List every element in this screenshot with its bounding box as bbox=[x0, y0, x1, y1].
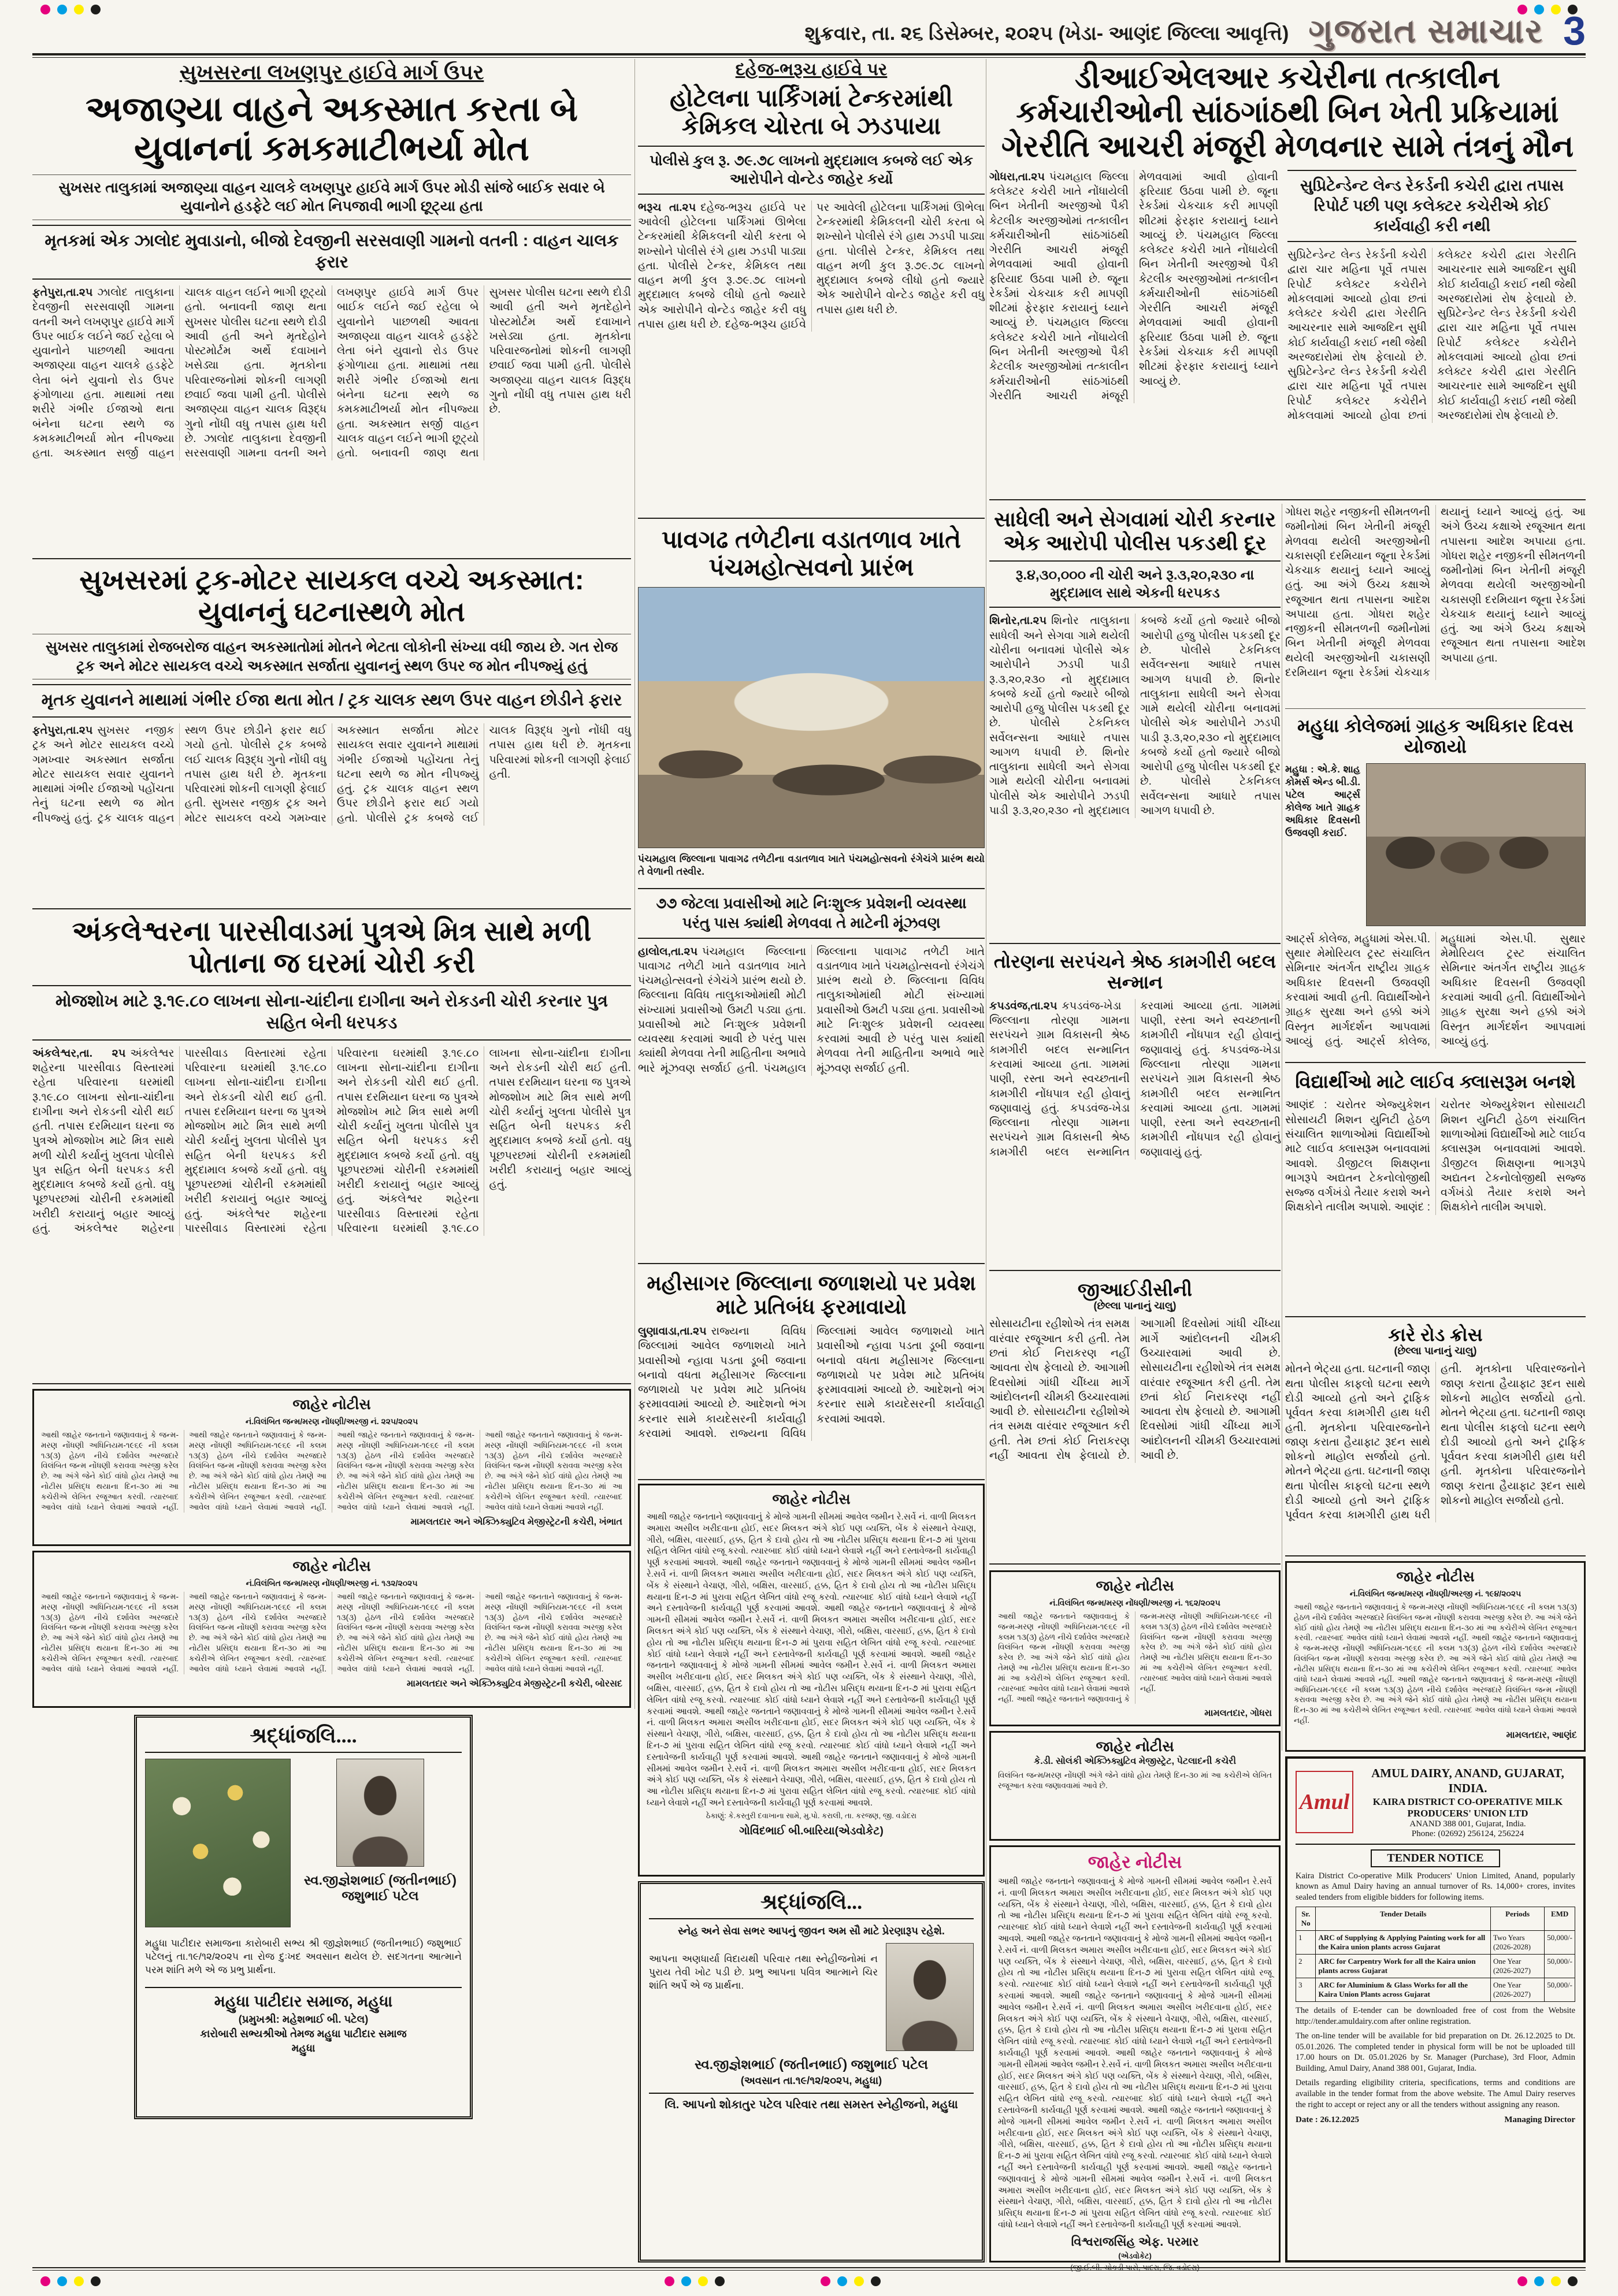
page-number: 3 bbox=[1563, 8, 1586, 53]
article-body bbox=[638, 200, 985, 332]
article-body bbox=[32, 285, 631, 460]
obituary-title: શ્રદ્ધાંજલિ... bbox=[649, 1890, 974, 1919]
notice-body: આથી જાહેર જનતાને જણાવવાનું કે જન્મ-મરણ નોંધણી અધિનિયમ-૧૯૬૯ ની કલમ ૧૩(૩) હેઠળ નીચે દર્શાવેલ અરજદારે વિલંબિત જન્મ નોંધણી કરાવવા અરજી કરેલ છે. આ અંગે જેને કોઈ વાંધો હોય તેમણે આ નોટીસ પ્રસિદ્ધ થયાના દિન-૩૦ માં આ કચેરીએ લેખિત રજૂઆત કરવી. ત્યારબાદ આવેલ વાંધો ધ્યાને લેવામાં આવશે નહીં. આથી જાહેર જનતાને જણાવવાનું કે જન્મ-મરણ નોંધણી અધિનિયમ-૧૯૬૯ ની કલમ ૧૩(૩) હેઠળ નીચે દર્શાવેલ અરજદારે વિલંબિત જન્મ નોંધણી કરાવવા અરજી કરેલ છે. આ અંગે જેને કોઈ વાંધો હોય તેમણે આ નોટીસ પ્રસિદ્ધ થયાના દિન-૩૦ માં આ કચેરીએ લેખિત રજૂઆત કરવી. ત્યારબાદ આવેલ વાંધો ધ્યાને લેવામાં આવશે નહીં. આથી જાહેર જનતાને જણાવવાનું કે જન્મ-મરણ નોંધણી અધિનિયમ-૧૯૬૯ ની કલમ ૧૩(૩) હેઠળ નીચે દર્શાવેલ અરજદારે વિલંબિત જન્મ નોંધણી કરાવવા અરજી કરેલ છે. આ અંગે જેને કોઈ વાંધો હોય તેમણે આ નોટીસ પ્રસિદ્ધ થયાના દિન-૩૦ માં આ કચેરીએ લેખિત રજૂઆત કરવી. ત્યારબાદ આવેલ વાંધો ધ્યાને લેવામાં આવશે નહીં. આથી જાહેર જનતાને જણાવવાનું કે જન્મ-મરણ નોંધણી અધિનિયમ-૧૯૬૯ ની કલમ ૧૩(૩) હેઠળ નીચે દર્શાવેલ અરજદારે વિલંબિત જન્મ નોંધણી કરાવવા અરજી કરેલ છે. આ અંગે જેને કોઈ વાંધો હોય તેમણે આ નોટીસ પ્રસિદ્ધ થયાના દિન-૩૦ માં આ કચેરીએ લેખિત રજૂઆત કરવી. ત્યારબાદ આવેલ વાંધો ધ્યાને લેવામાં આવશે નહીં. bbox=[41, 1431, 622, 1511]
article-dateline: ગોધરા,તા.૨૫ bbox=[989, 170, 1045, 183]
registration-dot-yellow bbox=[1551, 2276, 1561, 2286]
notice-signature: મામલતદાર અને એક્ઝિક્યુટિવ મેજીસ્ટ્રેટની કચેરી, ખંભાત bbox=[410, 1517, 622, 1527]
article-body-text: આર્ટ્સ કોલેજ, મહુધામાં એસ.પી. સુથાર મેમોરિયલ ટ્રસ્ટ સંચાલિત સેમિનાર અંતર્ગત રાષ્ટ્રીય ગ્રાહક અધિકાર દિવસની ઉજવણી કરવામાં આવી હતી. વિદ્યાર્થીઓને ગ્રાહક સુરક્ષા અને હક્કો અંગે વિસ્તૃત માર્ગદર્શન આપવામાં આવ્યું હતું. આર્ટ્સ કોલેજ, મહુધામાં એસ.પી. સુથાર મેમોરિયલ ટ્રસ્ટ સંચાલિત સેમિનાર અંતર્ગત રાષ્ટ્રીય ગ્રાહક અધિકાર દિવસની ઉજવણી કરવામાં આવી હતી. વિદ્યાર્થીઓને ગ્રાહક સુરક્ષા અને હક્કો અંગે વિસ્તૃત માર્ગદર્શન આપવામાં આવ્યું હતું. bbox=[1285, 932, 1586, 1047]
tender-row-number: 1 bbox=[1296, 1931, 1316, 1955]
notice-title: જાહેર નોટીસ bbox=[1096, 1738, 1174, 1755]
notice-reference: નં.વિલંબિત જન્મ/મરણ નોંધણી/અરજી નં. ૨૨૫/૨૦૨૫ bbox=[245, 1417, 418, 1426]
article-care-road-cross bbox=[1285, 1322, 1586, 1556]
notice-title: જાહેર નોટીસ bbox=[292, 1558, 371, 1574]
article-kicker: દહેજ-ભરૂચ હાઈવે પર bbox=[735, 60, 888, 79]
article-headline: અંકલેશ્વરના પારસીવાડમાં પુત્રએ મિત્ર સાથે મળી પોતાના જ ઘરમાં ચોરી કરી bbox=[72, 916, 592, 979]
public-notice-advocate-right bbox=[989, 1845, 1281, 2272]
tender-table bbox=[1296, 1907, 1575, 2002]
article-headline: તોરણના સરપંચને શ્રેષ્ઠ કામગીરી બદલ સન્માન bbox=[993, 951, 1276, 993]
notice-body: વિલંબિત જન્મ/મરણ નોંધણી અંગે જેને વાંધો હોય તેમણે દિન-૩૦ માં આ કચેરીએ લેખિત રજૂઆત કરવા જણાવવામાં આવે છે. bbox=[998, 1771, 1272, 1790]
article-body-text: કપડવંજ-ખેડા જિલ્લાના તોરણા ગામના સરપંચને ગ્રામ વિકાસની શ્રેષ્ઠ કામગીરી બદલ સન્માનિત કરવામાં આવ્યા હતા. ગામમાં પાણી, રસ્તા અને સ્વચ્છતાની કામગીરી નોંધપાત્ર રહી હોવાનું જણાવાયું હતું. કપડવંજ-ખેડા જિલ્લાના તોરણા ગામના સરપંચને ગ્રામ વિકાસની શ્રેષ્ઠ કામગીરી બદલ સન્માનિત કરવામાં આવ્યા હતા. ગામમાં પાણી, રસ્તા અને સ્વચ્છતાની કામગીરી નોંધપાત્ર રહી હોવાનું જણાવાયું હતું. કપડવંજ-ખેડા જિલ્લાના તોરણા ગામના સરપંચને ગ્રામ વિકાસની શ્રેષ્ઠ કામગીરી બદલ સન્માનિત કરવામાં આવ્યા હતા. ગામમાં પાણી, રસ્તા અને સ્વચ્છતાની કામગીરી નોંધપાત્ર રહી હોવાનું જણાવાયું હતું. bbox=[989, 1000, 1281, 1158]
deceased-name: સ્વ.જીજ્ઞેશભાઈ (જતીનભાઈ) જશુભાઈ પટેલ bbox=[695, 2057, 928, 2072]
tender-table-row bbox=[1296, 1955, 1575, 1978]
article-headline: ડીઆઈએલઆર કચેરીના તત્કાલીન કર્મચારીઓની સાંઠગાંઠથી બિન ખેતી પ્રક્રિયામાં ગેરરીતિ આચરી મંજૂરી મેળવનાર સામે તંત્રનું મૌન bbox=[1001, 61, 1574, 164]
notice-body: આથી જાહેર જનતાને જણાવવાનું કે જન્મ-મરણ નોંધણી અધિનિયમ-૧૯૬૯ ની કલમ ૧૩(૩) હેઠળ નીચે દર્શાવેલ અરજદારે વિલંબિત જન્મ નોંધણી કરાવવા અરજી કરેલ છે. આ અંગે જેને કોઈ વાંધો હોય તેમણે આ નોટીસ પ્રસિદ્ધ થયાના દિન-૩૦ માં આ કચેરીએ લેખિત રજૂઆત કરવી. ત્યારબાદ આવેલ વાંધો ધ્યાને લેવામાં આવશે નહીં. આથી જાહેર જનતાને જણાવવાનું કે જન્મ-મરણ નોંધણી અધિનિયમ-૧૯૬૯ ની કલમ ૧૩(૩) હેઠળ નીચે દર્શાવેલ અરજદારે વિલંબિત જન્મ નોંધણી કરાવવા અરજી કરેલ છે. આ અંગે જેને કોઈ વાંધો હોય તેમણે આ નોટીસ પ્રસિદ્ધ થયાના દિન-૩૦ માં આ કચેરીએ લેખિત રજૂઆત કરવી. ત્યારબાદ આવેલ વાંધો ધ્યાને લેવામાં આવશે નહીં. bbox=[998, 1612, 1272, 1703]
deceased-portrait-photo bbox=[886, 1943, 974, 2051]
article-crosshead: સુપ્રિટેન્ડેન્ટ લેન્ડ રેકર્ડની કચેરી દ્વારા તપાસ રિપોર્ટ પછી પણ કલેક્ટર કચેરીએ કોઈ કાર્યવાહી કરી નથી bbox=[1287, 170, 1576, 242]
tender-row-number: 3 bbox=[1296, 1978, 1316, 2002]
obituary-2 bbox=[638, 1881, 985, 2262]
registration-dot-yellow bbox=[74, 2276, 84, 2286]
tender-table-header: Tender Details bbox=[1316, 1907, 1491, 1931]
tender-row-number: 2 bbox=[1296, 1955, 1316, 1978]
article-headline: પાવગઢ તળેટીના વડાતળાવ ખાતે પંચમહોત્સવનો પ્રારંભ bbox=[661, 526, 962, 581]
article-mahudha-consumer-day bbox=[1285, 713, 1586, 1063]
notice-body: આથી જાહેર જનતાને જણાવવાનું કે મોજે ગામની સીમમાં આવેલ જમીન રે.સર્વે નં. વાળી મિલકત અમારા અસીલ ખરીદવાના હોઈ, સદર મિલકત અંગે કોઈ પણ વ્યક્તિ, બેંક કે સંસ્થાને વેચાણ, ગીરો, બક્ષિસ, વારસાઈ, હક્ક, હિત કે દાવો હોય તો આ નોટીસ પ્રસિદ્ધ થયાના દિન-૭ માં પુરાવા સહિત લેખિત વાંધો રજૂ કરવો. ત્યારબાદ કોઈ વાંધો ધ્યાને લેવાશે નહીં અને દસ્તાવેજની કાર્યવાહી પૂર્ણ કરવામાં આવશે. આથી જાહેર જનતાને જણાવવાનું કે મોજે ગામની સીમમાં આવેલ જમીન રે.સર્વે નં. વાળી મિલકત અમારા અસીલ ખરીદવાના હોઈ, સદર મિલકત અંગે કોઈ પણ વ્યક્તિ, બેંક કે સંસ્થાને વેચાણ, ગીરો, બક્ષિસ, વારસાઈ, હક્ક, હિત કે દાવો હોય તો આ નોટીસ પ્રસિદ્ધ થયાના દિન-૭ માં પુરાવા સહિત લેખિત વાંધો રજૂ કરવો. ત્યારબાદ કોઈ વાંધો ધ્યાને લેવાશે નહીં અને દસ્તાવેજની કાર્યવાહી પૂર્ણ કરવામાં આવશે. આથી જાહેર જનતાને જણાવવાનું કે મોજે ગામની સીમમાં આવેલ જમીન રે.સર્વે નં. વાળી મિલકત અમારા અસીલ ખરીદવાના હોઈ, સદર મિલકત અંગે કોઈ પણ વ્યક્તિ, બેંક કે સંસ્થાને વેચાણ, ગીરો, બક્ષિસ, વારસાઈ, હક્ક, હિત કે દાવો હોય તો આ નોટીસ પ્રસિદ્ધ થયાના દિન-૭ માં પુરાવા સહિત લેખિત વાંધો રજૂ કરવો. ત્યારબાદ કોઈ વાંધો ધ્યાને લેવાશે નહીં અને દસ્તાવેજની કાર્યવાહી પૂર્ણ કરવામાં આવશે. આથી જાહેર જનતાને જણાવવાનું કે મોજે ગામની સીમમાં આવેલ જમીન રે.સર્વે નં. વાળી મિલકત અમારા અસીલ ખરીદવાના હોઈ, સદર મિલકત અંગે કોઈ પણ વ્યક્તિ, બેંક કે સંસ્થાને વેચાણ, ગીરો, બક્ષિસ, વારસાઈ, હક્ક, હિત કે દાવો હોય તો આ નોટીસ પ્રસિદ્ધ થયાના દિન-૭ માં પુરાવા સહિત લેખિત વાંધો રજૂ કરવો. ત્યારબાદ કોઈ વાંધો ધ્યાને લેવાશે નહીં અને દસ્તાવેજની કાર્યવાહી પૂર્ણ કરવામાં આવશે. આથી જાહેર જનતાને જણાવવાનું કે મોજે ગામની સીમમાં આવેલ જમીન રે.સર્વે નં. વાળી મિલકત અમારા અસીલ ખરીદવાના હોઈ, સદર મિલકત અંગે કોઈ પણ વ્યક્તિ, બેંક કે સંસ્થાને વેચાણ, ગીરો, બક્ષિસ, વારસાઈ, હક્ક, હિત કે દાવો હોય તો આ નોટીસ પ્રસિદ્ધ થયાના દિન-૭ માં પુરાવા સહિત લેખિત વાંધો રજૂ કરવો. ત્યારબાદ કોઈ વાંધો ધ્યાને લેવાશે નહીં અને દસ્તાવેજની કાર્યવાહી પૂર્ણ કરવામાં આવશે. આથી જાહેર જનતાને જણાવવાનું કે મોજે ગામની સીમમાં આવેલ જમીન રે.સર્વે નં. વાળી મિલકત અમારા અસીલ ખરીદવાના હોઈ, સદર મિલકત અંગે કોઈ પણ વ્યક્તિ, બેંક કે સંસ્થાને વેચાણ, ગીરો, બક્ષિસ, વારસાઈ, હક્ક, હિત કે દાવો હોય તો આ નોટીસ પ્રસિદ્ધ થયાના દિન-૭ માં પુરાવા સહિત લેખિત વાંધો રજૂ કરવો. ત્યારબાદ કોઈ વાંધો ધ્યાને લેવાશે નહીં અને દસ્તાવેજની કાર્યવાહી પૂર્ણ કરવામાં આવશે. bbox=[998, 1877, 1272, 2230]
article-crosshead: મોજશોખ માટે રૂ.૧૯.૮૦ લાખના સોના-ચાંદીના દાગીના અને રોકડની ચોરી કરનાર પુત્ર સહિત બેની ધરપકડ bbox=[32, 985, 631, 1040]
deceased-portrait-photo bbox=[336, 1759, 424, 1867]
registration-dot-magenta bbox=[40, 2276, 50, 2286]
tender-row-emd: 50,000/- bbox=[1545, 1978, 1575, 2002]
public-notice-advocate-mid bbox=[638, 1484, 985, 1877]
article-body-text: ઝાલોદ તાલુકાના દેવજીની સરસવાણી ગામના વતની અને લખણપુર હાઈવે માર્ગ ઉપર બાઈક લઈને જઈ રહેલા બે યુવાનોને પાછળથી આવતા અજાણ્યા વાહન ચાલકે હડફેટે લેતા બંને યુવાનો રોડ ઉપર ફંગોળાયા હતા. માથામાં તથા શરીરે ગંભીર ઈજાઓ થતા બંનેના ઘટના સ્થળે જ કમકમાટીભર્યા મોત નીપજ્યા હતા. અકસ્માત સર્જી વાહન ચાલક વાહન લઈને ભાગી છૂટ્યો હતો. બનાવની જાણ થતા સુખસર પોલીસ ઘટના સ્થળે દોડી આવી હતી અને મૃતદેહોને પોસ્ટમોર્ટમ અર્થે દવાખાને ખસેડ્યા હતા. મૃતકોના પરિવારજનોમાં શોકની લાગણી છવાઈ જવા પામી હતી. પોલીસે અજાણ્યા વાહન ચાલક વિરૂદ્ધ ગુનો નોંધી વધુ તપાસ હાથ ધરી છે. ઝાલોદ તાલુકાના દેવજીની સરસવાણી ગામના વતની અને લખણપુર હાઈવે માર્ગ ઉપર બાઈક લઈને જઈ રહેલા બે યુવાનોને પાછળથી આવતા અજાણ્યા વાહન ચાલકે હડફેટે લેતા બંને યુવાનો રોડ ઉપર ફંગોળાયા હતા. માથામાં તથા શરીરે ગંભીર ઈજાઓ થતા બંનેના ઘટના સ્થળે જ કમકમાટીભર્યા મોત નીપજ્યા હતા. અકસ્માત સર્જી વાહન ચાલક વાહન લઈને ભાગી છૂટ્યો હતો. બનાવની જાણ થતા સુખસર પોલીસ ઘટના સ્થળે દોડી આવી હતી અને મૃતદેહોને પોસ્ટમોર્ટમ અર્થે દવાખાને ખસેડ્યા હતા. મૃતકોના પરિવારજનોમાં શોકની લાગણી છવાઈ જવા પામી હતી. પોલીસે અજાણ્યા વાહન ચાલક વિરૂદ્ધ ગુનો નોંધી વધુ તપાસ હાથ ધરી છે. bbox=[32, 287, 631, 460]
article-body-text: શિનોર તાલુકાના સાધેલી અને સેગવા ગામે થયેલી ચોરીના બનાવમાં પોલીસે એક આરોપીને ઝડપી પાડી રૂ.૩,૨૦,૨૩૦ નો મુદ્દામાલ કબજે કર્યો હતો જ્યારે બીજો આરોપી હજુ પોલીસ પકડથી દૂર છે. પોલીસે ટેકનિકલ સર્વેલન્સના આધારે તપાસ આગળ ધપાવી છે. શિનોર તાલુકાના સાધેલી અને સેગવા ગામે થયેલી ચોરીના બનાવમાં પોલીસે એક આરોપીને ઝડપી પાડી રૂ.૩,૨૦,૨૩૦ નો મુદ્દામાલ કબજે કર્યો હતો જ્યારે બીજો આરોપી હજુ પોલીસ પકડથી દૂર છે. પોલીસે ટેકનિકલ સર્વેલન્સના આધારે તપાસ આગળ ધપાવી છે. શિનોર તાલુકાના સાધેલી અને સેગવા ગામે થયેલી ચોરીના બનાવમાં પોલીસે એક આરોપીને ઝડપી પાડી રૂ.૩,૨૦,૨૩૦ નો મુદ્દામાલ કબજે કર્યો હતો જ્યારે બીજો આરોપી હજુ પોલીસ પકડથી દૂર છે. પોલીસે ટેકનિકલ સર્વેલન્સના આધારે તપાસ આગળ ધપાવી છે. bbox=[989, 615, 1281, 817]
article-chemical-theft bbox=[638, 59, 985, 519]
notice-signature: મામલતદાર, ગોધરા bbox=[1204, 1708, 1272, 1719]
notice-address: (જી.ઈ.બી. ચોકડી પાસે, પાદરા, જિ. વડોદરા) bbox=[1070, 2262, 1200, 2272]
article-body bbox=[989, 170, 1278, 403]
tender-paragraph: Details regarding eligibility criteria, specifications, terms and conditions are available in the tender format from the above website. The Amul Dairy reserves the right to accept or reject any or all the tenders without assigning any reason. bbox=[1296, 2078, 1575, 2109]
article-crosshead: રૂ.૪,૩૦,૦૦૦ ની ચોરી અને રૂ.૩,૨૦,૨૩૦ ના મુદ્દામાલ સાથે એકની ધરપકડ bbox=[989, 560, 1281, 608]
article-dateline: અંકલેશ્વર,તા. ૨૫ bbox=[32, 1047, 126, 1060]
notice-signature: વિશ્વરાજસિંહ એફ. પરમાર bbox=[1071, 2235, 1199, 2249]
obituary-text: આપના અણધાર્યા વિદાયથી પરિવાર તથા સ્નેહીજનોમાં ન પુરાય તેવી ખોટ પડી છે. પ્રભુ આપના પવિત્ર આત્માને ચિર શાંતિ અર્પે એ જ પ્રાર્થના. bbox=[649, 1953, 878, 1991]
article-headline: મહીસાગર જિલ્લાના જળાશયો પર પ્રવેશ માટે પ્રતિબંધ ફરમાવાયો bbox=[647, 1271, 976, 1319]
article-dateline: હાલોલ,તા.૨૫ bbox=[638, 945, 698, 958]
article-dateline: ભરૂચ તા.૨૫ bbox=[638, 201, 696, 214]
article-body-text: પંચમહાલ જિલ્લાના પાવાગઢ તળેટી ખાતે વડાતળાવ ખાતે પંચમહોત્સવનો રંગેચંગે પ્રારંભ થયો છે. જિલ્લાના વિવિધ તાલુકાઓમાંથી મોટી સંખ્યામાં પ્રવાસીઓ ઉમટી પડ્યા હતા. પ્રવાસીઓ માટે નિઃશુલ્ક પ્રવેશની વ્યવસ્થા કરવામાં આવી છે પરંતુ પાસ ક્યાંથી મેળવવા તેની માહિતીના અભાવે ભારે મૂંઝવણ સર્જાઈ હતી. પંચમહાલ જિલ્લાના પાવાગઢ તળેટી ખાતે વડાતળાવ ખાતે પંચમહોત્સવનો રંગેચંગે પ્રારંભ થયો છે. જિલ્લાના વિવિધ તાલુકાઓમાંથી મોટી સંખ્યામાં પ્રવાસીઓ ઉમટી પડ્યા હતા. પ્રવાસીઓ માટે નિઃશુલ્ક પ્રવેશની વ્યવસ્થા કરવામાં આવી છે પરંતુ પાસ ક્યાંથી મેળવવા તેની માહિતીના અભાવે ભારે મૂંઝવણ સર્જાઈ હતી. bbox=[638, 945, 985, 1075]
notice-title: જાહેર નોટીસ bbox=[292, 1396, 371, 1413]
public-notice-strip-1 bbox=[32, 1389, 631, 1546]
obituary-1 bbox=[134, 1715, 473, 2119]
magistrate-office-name: કે.ડી. સોલંકી એક્ઝિક્યુટિવ મેજીસ્ટ્રેટ, પેટલાદની કચેરી bbox=[1033, 1756, 1237, 1766]
obituary-members-line: કારોબારી સભ્યશ્રીઓ તેમજ મહુધા પાટીદાર સમાજ bbox=[200, 2027, 407, 2039]
tender-paragraph: The details of E-tender can be downloaded free of cost from the Website http://tender.amuldairy.com after online registration. bbox=[1296, 2006, 1575, 2026]
article-headline: મહુધા કોલેજમાં ગ્રાહક અધિકાર દિવસ યોજાયો bbox=[1297, 715, 1574, 757]
notice-title: જાહેર નોટીસ bbox=[1096, 1578, 1174, 1594]
registration-dot-black bbox=[91, 2276, 101, 2286]
registration-dot-black bbox=[1568, 2276, 1578, 2286]
article-headline: વિદ્યાર્થીઓ માટે લાઈવ ક્લાસરૂમ બનશે bbox=[1295, 1071, 1576, 1092]
article-gidc-continuation bbox=[989, 1277, 1281, 1565]
article-body-text: અંકલેશ્વર શહેરના પારસીવાડ વિસ્તારમાં રહેતા પરિવારના ઘરમાંથી રૂ.૧૯.૮૦ લાખના સોના-ચાંદીના દાગીના અને રોકડની ચોરી થઈ હતી. તપાસ દરમિયાન ઘરના જ પુત્રએ મોજશોખ માટે મિત્ર સાથે મળી ચોરી કર્યાનું ખુલતા પોલીસે પુત્ર સહિત બેની ધરપકડ કરી મુદ્દામાલ કબજે કર્યો હતો. વધુ પૂછપરછમાં ચોરીની રકમમાંથી ખરીદી કરાયાનું બહાર આવ્યું હતું. અંકલેશ્વર શહેરના પારસીવાડ વિસ્તારમાં રહેતા પરિવારના ઘરમાંથી રૂ.૧૯.૮૦ લાખના સોના-ચાંદીના દાગીના અને રોકડની ચોરી થઈ હતી. તપાસ દરમિયાન ઘરના જ પુત્રએ મોજશોખ માટે મિત્ર સાથે મળી ચોરી કર્યાનું ખુલતા પોલીસે પુત્ર સહિત બેની ધરપકડ કરી મુદ્દામાલ કબજે કર્યો હતો. વધુ પૂછપરછમાં ચોરીની રકમમાંથી ખરીદી કરાયાનું બહાર આવ્યું હતું. અંકલેશ્વર શહેરના પારસીવાડ વિસ્તારમાં રહેતા પરિવારના ઘરમાંથી રૂ.૧૯.૮૦ લાખના સોના-ચાંદીના દાગીના અને રોકડની ચોરી થઈ હતી. તપાસ દરમિયાન ઘરના જ પુત્રએ મોજશોખ માટે મિત્ર સાથે મળી ચોરી કર્યાનું ખુલતા પોલીસે પુત્ર સહિત બેની ધરપકડ કરી મુદ્દામાલ કબજે કર્યો હતો. વધુ પૂછપરછમાં ચોરીની રકમમાંથી ખરીદી કરાયાનું બહાર આવ્યું હતું. અંકલેશ્વર શહેરના પારસીવાડ વિસ્તારમાં રહેતા પરિવારના ઘરમાંથી રૂ.૧૯.૮૦ લાખના સોના-ચાંદીના દાગીના અને રોકડની ચોરી થઈ હતી. તપાસ દરમિયાન ઘરના જ પુત્રએ મોજશોખ માટે મિત્ર સાથે મળી ચોરી કર્યાનું ખુલતા પોલીસે પુત્ર સહિત બેની ધરપકડ કરી મુદ્દામાલ કબજે કર્યો હતો. વધુ પૂછપરછમાં ચોરીની રકમમાંથી ખરીદી કરાયાનું બહાર આવ્યું હતું. bbox=[32, 1047, 631, 1235]
registration-dot-magenta bbox=[821, 2276, 830, 2286]
registration-dot-magenta bbox=[665, 2276, 674, 2286]
page-header bbox=[32, 8, 1586, 53]
registration-marks-bottom-left bbox=[40, 2276, 101, 2286]
obituary-lead: સ્નેહ અને સેવા સભર આપનું જીવન અમ સૌ માટે પ્રેરણારૂપ રહેશે. bbox=[678, 1925, 945, 1937]
amul-address: ANAND 388 001, Gujarat, India. bbox=[1409, 1819, 1526, 1829]
article-dateline: ફતેપુરા,તા.૨૫ bbox=[32, 287, 93, 299]
tender-intro: Kaira District Co-operative Milk Producers' Union Limited, Anand, popularly known as Amul Dairy having an annual turnover of Rs. 14,000+ crores, invites sealed tenders from eligible bidders for following items. bbox=[1296, 1871, 1575, 1903]
article-body-text: સોસાયટીના રહીશોએ તંત્ર સમક્ષ વારંવાર રજૂઆત કરી હતી. તેમ છતાં કોઈ નિરાકરણ નહીં આવતા રોષ ફેલાયો છે. આગામી દિવસોમાં ગાંધી ચીંધ્યા માર્ગે આંદોલનની ચીમકી ઉચ્ચારવામાં આવી છે. સોસાયટીના રહીશોએ તંત્ર સમક્ષ વારંવાર રજૂઆત કરી હતી. તેમ છતાં કોઈ નિરાકરણ નહીં આવતા રોષ ફેલાયો છે. આગામી દિવસોમાં ગાંધી ચીંધ્યા માર્ગે આંદોલનની ચીમકી ઉચ્ચારવામાં આવી છે. સોસાયટીના રહીશોએ તંત્ર સમક્ષ વારંવાર રજૂઆત કરી હતી. તેમ છતાં કોઈ નિરાકરણ નહીં આવતા રોષ ફેલાયો છે. આગામી દિવસોમાં ગાંધી ચીંધ્યા માર્ગે આંદોલનની ચીમકી ઉચ્ચારવામાં આવી છે. bbox=[989, 1318, 1281, 1462]
article-live-classroom bbox=[1285, 1069, 1586, 1317]
flowers-photo bbox=[145, 1759, 291, 1927]
article-dateline: લુણાવાડા,તા.૨૫ bbox=[638, 1325, 707, 1338]
notice-address: ઠેકાણું: કે.કસ્તુરી દવાખાના સામે, મુ.પો. કરાલી, તા. કરજણ, જી. વડોદરા bbox=[706, 1811, 917, 1820]
obituary-text: મહુધા પાટીદાર સમાજના કારોબારી સભ્ય શ્રી જીજ્ઞેશભાઈ (જતીનભાઈ) જશુભાઈ પટેલનું તા.૧૯/૧૨/૨૦૨૫ ના રોજ દુઃખદ અવસાન થયેલ છે. સદગતના આત્માને પરમ શાંતિ મળે એ જ પ્રભુ પ્રાર્થના. bbox=[145, 1938, 462, 1975]
article-body-text: મોતને ભેટ્યા હતા. ઘટનાની જાણ થતા પોલીસ કાફલો ઘટના સ્થળે દોડી આવ્યો હતો અને ટ્રાફિક પૂર્વવત કરવા કામગીરી હાથ ધરી હતી. મૃતકોના પરિવારજનોને જાણ કરાતા હૈયાફાટ રૂદન સાથે શોકનો માહોલ સર્જાયો હતો. મોતને ભેટ્યા હતા. ઘટનાની જાણ થતા પોલીસ કાફલો ઘટના સ્થળે દોડી આવ્યો હતો અને ટ્રાફિક પૂર્વવત કરવા કામગીરી હાથ ધરી હતી. મૃતકોના પરિવારજનોને જાણ કરાતા હૈયાફાટ રૂદન સાથે શોકનો માહોલ સર્જાયો હતો. મોતને ભેટ્યા હતા. ઘટનાની જાણ થતા પોલીસ કાફલો ઘટના સ્થળે દોડી આવ્યો હતો અને ટ્રાફિક પૂર્વવત કરવા કામગીરી હાથ ધરી હતી. મૃતકોના પરિવારજનોને જાણ કરાતા હૈયાફાટ રૂદન સાથે શોકનો માહોલ સર્જાયો હતો. bbox=[1285, 1363, 1586, 1522]
deceased-name: સ્વ.જીજ્ઞેશભાઈ (જતીનભાઈ) જશુભાઈ પટેલ bbox=[303, 1873, 457, 1903]
article-body bbox=[638, 1324, 985, 1441]
article-body bbox=[989, 999, 1281, 1160]
tender-row-period: Two Years (2026-2028) bbox=[1490, 1931, 1544, 1955]
column-rule bbox=[634, 59, 635, 1709]
article-dateline: કપડવંજ,તા.૨૫ bbox=[989, 1000, 1057, 1012]
registration-dot-cyan bbox=[1534, 2276, 1544, 2286]
article-kicker: સુખસરના લખણપુર હાઈવે માર્ગ ઉપર bbox=[179, 60, 484, 84]
amul-phone: Phone: (02692) 256124, 256224 bbox=[1411, 1829, 1524, 1838]
article-deck: સુખસર તાલુકામાં અજાણ્યા વાહન ચાલકે લખણપુર હાઈવે માર્ગ ઉપર મોડી સાંજે બાઈક સવાર બે યુવાનોને હડફેટે લઈ મોત નિપજાવી ભાગી છૂટ્યા હતા bbox=[32, 174, 631, 220]
registration-dot-cyan bbox=[681, 2276, 691, 2286]
tender-row-emd: 50,000/- bbox=[1545, 1955, 1575, 1978]
registration-dot-yellow bbox=[854, 2276, 864, 2286]
article-deck: સુખસર તાલુકામાં રોજબરોજ વાહન અકસ્માતોમાં મોતને ભેટતા લોકોની સંખ્યા વધી જાય છે. ગત રોજ ટ્રક અને મોટર સાયકલ વચ્ચે અકસ્માત સર્જાતા યુવાનનું સ્થળ ઉપર જ મોત નીપજ્યું હતું bbox=[32, 634, 631, 679]
footer-rule bbox=[32, 2267, 1586, 2271]
registration-dot-magenta bbox=[1517, 2276, 1527, 2286]
article-crosshead: પોલીસે કુલ રૂ. ૭૯.૭૮ લાખનો મુદ્દામાલ કબજે લઈ એક આરોપીને વોન્ટેડ જાહેર કર્યો bbox=[638, 146, 985, 195]
article-crosshead: મૃતક યુવાનને માથામાં ગંભીર ઈજા થતા મોત / ટ્રક ચાલક સ્થળ ઉપર વાહન છોડીને ફરાર bbox=[32, 684, 631, 718]
header-rule bbox=[32, 53, 1586, 58]
article-sadheli-theft bbox=[989, 505, 1281, 944]
article-pavagadh-festival bbox=[638, 523, 985, 1264]
registration-marks-bottom-right bbox=[1517, 2276, 1578, 2286]
notice-title: જાહેર નોટીસ bbox=[772, 1491, 851, 1507]
tender-date: Date : 26.12.2025 bbox=[1296, 2115, 1359, 2124]
notice-reference: નં.વિલંબિત જન્મ/મરણ નોંધણી/અરજી નં. ૧૩૨/૨૦૨૫ bbox=[246, 1578, 418, 1588]
notice-reference: નં.વિલંબિત જન્મ/મરણ નોંધણી/અરજી નં. ૧૯૪/૨૦૨૫ bbox=[1349, 1589, 1521, 1598]
registration-dot-cyan bbox=[837, 2276, 847, 2286]
tender-table-header: Sr. No bbox=[1296, 1907, 1316, 1931]
tender-row-details: ARC of Supplying & Applying Painting work for all the Kaira union plants across Gujarat bbox=[1316, 1931, 1491, 1955]
article-dilr-continuation bbox=[1285, 505, 1586, 709]
masthead-logo: ગુજરાત સમાચાર bbox=[1308, 12, 1544, 50]
article-accident bbox=[32, 59, 631, 559]
tender-table-header: Periods bbox=[1490, 1907, 1544, 1931]
article-body-text: રાજ્યના વિવિધ જિલ્લામાં આવેલ જળાશયો ખાતે પ્રવાસીઓ ન્હાવા પડતા ડૂબી જવાના બનાવો વધતા મહીસાગર જિલ્લાના જળાશયો પર પ્રવેશ માટે પ્રતિબંધ ફરમાવવામાં આવ્યો છે. આદેશનો ભંગ કરનાર સામે કાયદેસરની કાર્યવાહી કરવામાં આવશે. રાજ્યના વિવિધ જિલ્લામાં આવેલ જળાશયો ખાતે પ્રવાસીઓ ન્હાવા પડતા ડૂબી જવાના બનાવો વધતા મહીસાગર જિલ્લાના જળાશયો પર પ્રવેશ માટે પ્રતિબંધ ફરમાવવામાં આવ્યો છે. આદેશનો ભંગ કરનાર સામે કાયદેસરની કાર્યવાહી કરવામાં આવશે. bbox=[638, 1325, 985, 1440]
tender-row-details: ARC for Carpentry Work for all the Kaira union plants across Gujarat bbox=[1316, 1955, 1491, 1978]
article-toran-sarpanch bbox=[989, 949, 1281, 1271]
article-body bbox=[638, 945, 985, 1076]
notice-body: આથી જાહેર જનતાને જણાવવાનું કે મોજે ગામની સીમમાં આવેલ જમીન રે.સર્વે નં. વાળી મિલકત અમારા અસીલ ખરીદવાના હોઈ, સદર મિલકત અંગે કોઈ પણ વ્યક્તિ, બેંક કે સંસ્થાને વેચાણ, ગીરો, બક્ષિસ, વારસાઈ, હક્ક, હિત કે દાવો હોય તો આ નોટીસ પ્રસિદ્ધ થયાના દિન-૭ માં પુરાવા સહિત લેખિત વાંધો રજૂ કરવો. ત્યારબાદ કોઈ વાંધો ધ્યાને લેવાશે નહીં અને દસ્તાવેજની કાર્યવાહી પૂર્ણ કરવામાં આવશે. આથી જાહેર જનતાને જણાવવાનું કે મોજે ગામની સીમમાં આવેલ જમીન રે.સર્વે નં. વાળી મિલકત અમારા અસીલ ખરીદવાના હોઈ, સદર મિલકત અંગે કોઈ પણ વ્યક્તિ, બેંક કે સંસ્થાને વેચાણ, ગીરો, બક્ષિસ, વારસાઈ, હક્ક, હિત કે દાવો હોય તો આ નોટીસ પ્રસિદ્ધ થયાના દિન-૭ માં પુરાવા સહિત લેખિત વાંધો રજૂ કરવો. ત્યારબાદ કોઈ વાંધો ધ્યાને લેવાશે નહીં અને દસ્તાવેજની કાર્યવાહી પૂર્ણ કરવામાં આવશે. આથી જાહેર જનતાને જણાવવાનું કે મોજે ગામની સીમમાં આવેલ જમીન રે.સર્વે નં. વાળી મિલકત અમારા અસીલ ખરીદવાના હોઈ, સદર મિલકત અંગે કોઈ પણ વ્યક્તિ, બેંક કે સંસ્થાને વેચાણ, ગીરો, બક્ષિસ, વારસાઈ, હક્ક, હિત કે દાવો હોય તો આ નોટીસ પ્રસિદ્ધ થયાના દિન-૭ માં પુરાવા સહિત લેખિત વાંધો રજૂ કરવો. ત્યારબાદ કોઈ વાંધો ધ્યાને લેવાશે નહીં અને દસ્તાવેજની કાર્યવાહી પૂર્ણ કરવામાં આવશે. આથી જાહેર જનતાને જણાવવાનું કે મોજે ગામની સીમમાં આવેલ જમીન રે.સર્વે નં. વાળી મિલકત અમારા અસીલ ખરીદવાના હોઈ, સદર મિલકત અંગે કોઈ પણ વ્યક્તિ, બેંક કે સંસ્થાને વેચાણ, ગીરો, બક્ષિસ, વારસાઈ, હક્ક, હિત કે દાવો હોય તો આ નોટીસ પ્રસિદ્ધ થયાના દિન-૭ માં પુરાવા સહિત લેખિત વાંધો રજૂ કરવો. ત્યારબાદ કોઈ વાંધો ધ્યાને લેવાશે નહીં અને દસ્તાવેજની કાર્યવાહી પૂર્ણ કરવામાં આવશે. આથી જાહેર જનતાને જણાવવાનું કે મોજે ગામની સીમમાં આવેલ જમીન રે.સર્વે નં. વાળી મિલકત અમારા અસીલ ખરીદવાના હોઈ, સદર મિલકત અંગે કોઈ પણ વ્યક્તિ, બેંક કે સંસ્થાને વેચાણ, ગીરો, બક્ષિસ, વારસાઈ, હક્ક, હિત કે દાવો હોય તો આ નોટીસ પ્રસિદ્ધ થયાના દિન-૭ માં પુરાવા સહિત લેખિત વાંધો રજૂ કરવો. ત્યારબાદ કોઈ વાંધો ધ્યાને લેવાશે નહીં અને દસ્તાવેજની કાર્યવાહી પૂર્ણ કરવામાં આવશે. આથી જાહેર જનતાને જણાવવાનું કે મોજે ગામની સીમમાં આવેલ જમીન રે.સર્વે નં. વાળી મિલકત અમારા અસીલ ખરીદવાના હોઈ, સદર મિલકત અંગે કોઈ પણ વ્યક્તિ, બેંક કે સંસ્થાને વેચાણ, ગીરો, બક્ષિસ, વારસાઈ, હક્ક, હિત કે દાવો હોય તો આ નોટીસ પ્રસિદ્ધ થયાના દિન-૭ માં પુરાવા સહિત લેખિત વાંધો રજૂ કરવો. ત્યારબાદ કોઈ વાંધો ધ્યાને લેવાશે નહીં અને દસ્તાવેજની કાર્યવાહી પૂર્ણ કરવામાં આવશે. bbox=[647, 1512, 976, 1808]
article-mahisagar-reservoirs bbox=[638, 1269, 985, 1480]
article-dateline: ફતેપુરા,તા.૨૫ bbox=[32, 725, 93, 737]
article-body-text: સુખસર નજીક ટ્રક અને મોટર સાયકલ વચ્ચે ગમખ્વાર અકસ્માત સર્જાતા મોટર સાયકલ સવાર યુવાનને માથામાં ગંભીર ઈજાઓ પહોંચતા તેનું ઘટના સ્થળે જ મોત નીપજ્યું હતું. ટ્રક ચાલક વાહન સ્થળ ઉપર છોડીને ફરાર થઈ ગયો હતો. પોલીસે ટ્રક કબજે લઈ ચાલક વિરૂદ્ધ ગુનો નોંધી વધુ તપાસ હાથ ધરી છે. મૃતકના પરિવારમાં શોકની લાગણી ફેલાઈ હતી. સુખસર નજીક ટ્રક અને મોટર સાયકલ વચ્ચે ગમખ્વાર અકસ્માત સર્જાતા મોટર સાયકલ સવાર યુવાનને માથામાં ગંભીર ઈજાઓ પહોંચતા તેનું ઘટના સ્થળે જ મોત નીપજ્યું હતું. ટ્રક ચાલક વાહન સ્થળ ઉપર છોડીને ફરાર થઈ ગયો હતો. પોલીસે ટ્રક કબજે લઈ ચાલક વિરૂદ્ધ ગુનો નોંધી વધુ તપાસ હાથ ધરી છે. મૃતકના પરિવારમાં શોકની લાગણી ફેલાઈ હતી. bbox=[32, 725, 631, 824]
obituary-organisation: મહુધા પાટીદાર સમાજ, મહુધા bbox=[145, 1987, 462, 2011]
notice-body: આથી જાહેર જનતાને જણાવવાનું કે જન્મ-મરણ નોંધણી અધિનિયમ-૧૯૬૯ ની કલમ ૧૩(૩) હેઠળ નીચે દર્શાવેલ અરજદારે વિલંબિત જન્મ નોંધણી કરાવવા અરજી કરેલ છે. આ અંગે જેને કોઈ વાંધો હોય તેમણે આ નોટીસ પ્રસિદ્ધ થયાના દિન-૩૦ માં આ કચેરીએ લેખિત રજૂઆત કરવી. ત્યારબાદ આવેલ વાંધો ધ્યાને લેવામાં આવશે નહીં. આથી જાહેર જનતાને જણાવવાનું કે જન્મ-મરણ નોંધણી અધિનિયમ-૧૯૬૯ ની કલમ ૧૩(૩) હેઠળ નીચે દર્શાવેલ અરજદારે વિલંબિત જન્મ નોંધણી કરાવવા અરજી કરેલ છે. આ અંગે જેને કોઈ વાંધો હોય તેમણે આ નોટીસ પ્રસિદ્ધ થયાના દિન-૩૦ માં આ કચેરીએ લેખિત રજૂઆત કરવી. ત્યારબાદ આવેલ વાંધો ધ્યાને લેવામાં આવશે નહીં. આથી જાહેર જનતાને જણાવવાનું કે જન્મ-મરણ નોંધણી અધિનિયમ-૧૯૬૯ ની કલમ ૧૩(૩) હેઠળ નીચે દર્શાવેલ અરજદારે વિલંબિત જન્મ નોંધણી કરાવવા અરજી કરેલ છે. આ અંગે જેને કોઈ વાંધો હોય તેમણે આ નોટીસ પ્રસિદ્ધ થયાના દિન-૩૦ માં આ કચેરીએ લેખિત રજૂઆત કરવી. ત્યારબાદ આવેલ વાંધો ધ્યાને લેવામાં આવશે નહીં. આથી જાહેર જનતાને જણાવવાનું કે જન્મ-મરણ નોંધણી અધિનિયમ-૧૯૬૯ ની કલમ ૧૩(૩) હેઠળ નીચે દર્શાવેલ અરજદારે વિલંબિત જન્મ નોંધણી કરાવવા અરજી કરેલ છે. આ અંગે જેને કોઈ વાંધો હોય તેમણે આ નોટીસ પ્રસિદ્ધ થયાના દિન-૩૦ માં આ કચેરીએ લેખિત રજૂઆત કરવી. ત્યારબાદ આવેલ વાંધો ધ્યાને લેવામાં આવશે નહીં. bbox=[41, 1592, 622, 1673]
obituary-signature: લિ. આપનો શોકાતુર પટેલ પરિવાર તથા સમસ્ત સ્નેહીજનો, મહુધા bbox=[649, 2093, 974, 2112]
article-body-text: આણંદ : ચરોતર એજ્યુકેશન સોસાયટી મિશન યુનિટી હેઠળ સંચાલિત શાળાઓમાં વિદ્યાર્થીઓ માટે લાઈવ ક્લાસરૂમ બનાવવામાં આવશે. ડીજીટલ શિક્ષણના ભાગરૂપે અદ્યતન ટેકનોલોજીથી સજ્જ વર્ગખંડો તૈયાર કરાશે અને શિક્ષકોને તાલીમ અપાશે. આણંદ : ચરોતર એજ્યુકેશન સોસાયટી મિશન યુનિટી હેઠળ સંચાલિત શાળાઓમાં વિદ્યાર્થીઓ માટે લાઈવ ક્લાસરૂમ બનાવવામાં આવશે. ડીજીટલ શિક્ષણના ભાગરૂપે અદ્યતન ટેકનોલોજીથી સજ્જ વર્ગખંડો તૈયાર કરાશે અને શિક્ષકોને તાલીમ અપાશે. bbox=[1285, 1099, 1586, 1214]
tender-table-row bbox=[1296, 1931, 1575, 1955]
photo-caption: મહુધા : એ.કે. શાહ કોમર્સ એન્ડ બી.ડી. પટેલ આર્ટ્સ કોલેજ ખાતે ગ્રાહક અધિકાર દિવસની ઉજવણી કરાઈ. bbox=[1285, 763, 1360, 839]
notice-title: જાહેર નોટીસ bbox=[1088, 1853, 1182, 1872]
article-crosshead: ૭૭ જેટલા પ્રવાસીઓ માટે નિઃશુલ્ક પ્રવેશની વ્યવસ્થા પરંતુ પાસ ક્યાંથી મેળવવા તે માટેની મૂંઝવણ bbox=[638, 888, 985, 939]
public-notice-kd-solanki bbox=[989, 1731, 1281, 1841]
obituary-title: શ્રદ્ધાંજલિ.... bbox=[145, 1723, 462, 1753]
article-headline: હોટેલના પાર્કિંગમાં ટેન્કરમાંથી કેમિકલ ચોરતા બે ઝડપાયા bbox=[670, 84, 953, 139]
tender-row-period: One Year (2026-2027) bbox=[1490, 1978, 1544, 2002]
article-dilr-irregularity bbox=[989, 59, 1586, 500]
notice-signature-role: (એડવોકેટ) bbox=[1118, 2251, 1152, 2260]
pavagadh-festival-photo bbox=[638, 587, 985, 848]
tender-row-period: One Year (2026-2027) bbox=[1490, 1955, 1544, 1978]
amul-title: AMUL DAIRY, ANAND, GUJARAT, INDIA. bbox=[1371, 1766, 1564, 1796]
amul-logo: Amul bbox=[1296, 1771, 1353, 1833]
public-notice-right-small bbox=[989, 1570, 1281, 1726]
article-body-text: પંચમહાલ જિલ્લા કલેક્ટર કચેરી ખાતે નોંધાયેલી બિન ખેતીની અરજીઓ પૈકી કેટલીક અરજીઓમાં તત્કાલીન કર્મચારીઓની સાંઠગાંઠથી ગેરરીતિ આચરી મંજૂરી મેળવવામાં આવી હોવાની ફરિયાદ ઉઠવા પામી છે. જૂના રેકર્ડમાં ચેકચાક કરી માપણી શીટમાં ફેરફાર કરાયાનું ધ્યાને આવ્યું છે. પંચમહાલ જિલ્લા કલેક્ટર કચેરી ખાતે નોંધાયેલી બિન ખેતીની અરજીઓ પૈકી કેટલીક અરજીઓમાં તત્કાલીન કર્મચારીઓની સાંઠગાંઠથી ગેરરીતિ આચરી મંજૂરી મેળવવામાં આવી હોવાની ફરિયાદ ઉઠવા પામી છે. જૂના રેકર્ડમાં ચેકચાક કરી માપણી શીટમાં ફેરફાર કરાયાનું ધ્યાને આવ્યું છે. પંચમહાલ જિલ્લા કલેક્ટર કચેરી ખાતે નોંધાયેલી બિન ખેતીની અરજીઓ પૈકી કેટલીક અરજીઓમાં તત્કાલીન કર્મચારીઓની સાંઠગાંઠથી ગેરરીતિ આચરી મંજૂરી મેળવવામાં આવી હોવાની ફરિયાદ ઉઠવા પામી છે. જૂના રેકર્ડમાં ચેકચાક કરી માપણી શીટમાં ફેરફાર કરાયાનું ધ્યાને આવ્યું છે. bbox=[989, 170, 1278, 402]
tender-signatory: Managing Director bbox=[1504, 2115, 1575, 2124]
tender-row-details: ARC for Aluminium & Glass Works for all the Kaira Union Plants across Gujarat bbox=[1316, 1978, 1491, 2002]
notice-reference: નં.વિલંબિત જન્મ/મરણ નોંધણી/અરજી નં. ૧૬૨/૨૦૨૫ bbox=[1049, 1598, 1220, 1607]
article-ankleshwar-theft bbox=[32, 914, 631, 1384]
death-date-line: (અવસાન તા.૧૯/૧૨/૨૦૨૫, મહુધા) bbox=[740, 2075, 882, 2086]
obituary-place-line: મહુધા bbox=[291, 2042, 316, 2054]
tender-table-row bbox=[1296, 1978, 1575, 2002]
notice-signature: મામલતદાર અને એક્ઝિક્યુટિવ મેજીસ્ટ્રેટની કચેરી, બોરસદ bbox=[406, 1678, 622, 1689]
article-body bbox=[989, 614, 1281, 818]
article-headline: કારે રોડ ક્રોસ bbox=[1388, 1324, 1483, 1345]
registration-marks-bottom-center-right bbox=[821, 2276, 881, 2286]
article-headline: સુખસરમાં ટ્રક-મોટર સાયકલ વચ્ચે અકસ્માત: યુવાનનું ઘટનાસ્થળે મોત bbox=[79, 565, 584, 627]
tender-notice-title: TENDER NOTICE bbox=[1371, 1849, 1500, 1867]
continuation-note: (છેલ્લા પાનાનું ચાલુ) bbox=[1394, 1345, 1477, 1357]
article-headline: અજાણ્યા વાહને અકસ્માત કરતા બે યુવાનનાં કમકમાટીભર્યા મોત bbox=[86, 90, 578, 168]
article-dateline: શિનોર,તા.૨૫ bbox=[989, 615, 1047, 627]
article-body-secondary: સુપ્રિટેન્ડેન્ટ લેન્ડ રેકર્ડની કચેરી દ્વારા ચાર મહિના પૂર્વે તપાસ રિપોર્ટ કલેક્ટર કચેરીને મોકલવામાં આવ્યો હોવા છતાં કલેક્ટર કચેરી દ્વારા ગેરરીતિ આચરનાર સામે આજદિન સુધી કોઈ કાર્યવાહી કરાઈ નથી જેથી અરજદારોમાં રોષ ફેલાયો છે. સુપ્રિટેન્ડેન્ટ લેન્ડ રેકર્ડની કચેરી દ્વારા ચાર મહિના પૂર્વે તપાસ રિપોર્ટ કલેક્ટર કચેરીને મોકલવામાં આવ્યો હોવા છતાં કલેક્ટર કચેરી દ્વારા ગેરરીતિ આચરનાર સામે આજદિન સુધી કોઈ કાર્યવાહી કરાઈ નથી જેથી અરજદારોમાં રોષ ફેલાયો છે. સુપ્રિટેન્ડેન્ટ લેન્ડ રેકર્ડની કચેરી દ્વારા ચાર મહિના પૂર્વે તપાસ રિપોર્ટ કલેક્ટર કચેરીને મોકલવામાં આવ્યો હોવા છતાં કલેક્ટર કચેરી દ્વારા ગેરરીતિ આચરનાર સામે આજદિન સુધી કોઈ કાર્યવાહી કરાઈ નથી જેથી અરજદારોમાં રોષ ફેલાયો છે. bbox=[1287, 249, 1576, 422]
registration-dot-black bbox=[871, 2276, 881, 2286]
notice-signature: ગોવિંદભાઈ બી.બારિયા(એડવોકેટ) bbox=[739, 1825, 884, 1837]
notice-signature: મામલતદાર, આણંદ bbox=[1506, 1730, 1577, 1740]
article-crosshead: મૃતકમાં એક ઝાલોદ મુવાડાનો, બીજો દેવજીની સરસવાણી ગામનો વતની : વાહન ચાલક ફરાર bbox=[32, 225, 631, 280]
article-body-text: દહેજ-ભરૂચ હાઈવે પર આવેલી હોટેલના પાર્કિંગમાં ઊભેલા ટેન્કરમાંથી કેમિકલની ચોરી કરતા બે શખ્સોને પોલીસે રંગે હાથ ઝડપી પાડ્યા હતા. પોલીસે ટેન્કર, કેમિકલ તથા વાહન મળી કુલ રૂ.૭૯.૭૮ લાખનો મુદ્દામાલ કબજે લીધો હતો જ્યારે એક આરોપીને વોન્ટેડ જાહેર કરી વધુ તપાસ હાથ ધરી છે. દહેજ-ભરૂચ હાઈવે પર આવેલી હોટેલના પાર્કિંગમાં ઊભેલા ટેન્કરમાંથી કેમિકલની ચોરી કરતા બે શખ્સોને પોલીસે રંગે હાથ ઝડપી પાડ્યા હતા. પોલીસે ટેન્કર, કેમિકલ તથા વાહન મળી કુલ રૂ.૭૯.૭૮ લાખનો મુદ્દામાલ કબજે લીધો હતો જ્યારે એક આરોપીને વોન્ટેડ જાહેર કરી વધુ તપાસ હાથ ધરી છે. bbox=[638, 201, 985, 330]
obituary-president-line: (પ્રમુખશ્રી: મહેશભાઈ બી. પટેલ) bbox=[238, 2013, 369, 2025]
tender-table-header: EMD bbox=[1545, 1907, 1575, 1931]
photo-caption: પંચમહાલ જિલ્લાના પાવાગઢ તળેટીના વડાતળાવ ખાતે પંચમહોત્સવનો રંગેચંગે પ્રારંભ થયો તે વેળાની તસ્વીર. bbox=[638, 853, 985, 877]
article-body bbox=[32, 1046, 631, 1236]
article-body bbox=[32, 723, 631, 826]
registration-dot-black bbox=[715, 2276, 725, 2286]
article-headline: સાધેલી અને સેગવામાં ચોરી કરનાર એક આરોપી પોલીસ પકડથી દૂર bbox=[994, 507, 1276, 555]
amul-tender-advertisement bbox=[1285, 1756, 1586, 2262]
continuation-note: (છેલ્લા પાનાનું ચાલુ) bbox=[1093, 1300, 1177, 1312]
tender-row-emd: 50,000/- bbox=[1545, 1931, 1575, 1955]
notice-body: આથી જાહેર જનતાને જણાવવાનું કે જન્મ-મરણ નોંધણી અધિનિયમ-૧૯૬૯ ની કલમ ૧૩(૩) હેઠળ નીચે દર્શાવેલ અરજદારે વિલંબિત જન્મ નોંધણી કરાવવા અરજી કરેલ છે. આ અંગે જેને કોઈ વાંધો હોય તેમણે આ નોટીસ પ્રસિદ્ધ થયાના દિન-૩૦ માં આ કચેરીએ લેખિત રજૂઆત કરવી. ત્યારબાદ આવેલ વાંધો ધ્યાને લેવામાં આવશે નહીં. આથી જાહેર જનતાને જણાવવાનું કે જન્મ-મરણ નોંધણી અધિનિયમ-૧૯૬૯ ની કલમ ૧૩(૩) હેઠળ નીચે દર્શાવેલ અરજદારે વિલંબિત જન્મ નોંધણી કરાવવા અરજી કરેલ છે. આ અંગે જેને કોઈ વાંધો હોય તેમણે આ નોટીસ પ્રસિદ્ધ થયાના દિન-૩૦ માં આ કચેરીએ લેખિત રજૂઆત કરવી. ત્યારબાદ આવેલ વાંધો ધ્યાને લેવામાં આવશે નહીં. આથી જાહેર જનતાને જણાવવાનું કે જન્મ-મરણ નોંધણી અધિનિયમ-૧૯૬૯ ની કલમ ૧૩(૩) હેઠળ નીચે દર્શાવેલ અરજદારે વિલંબિત જન્મ નોંધણી કરાવવા અરજી કરેલ છે. આ અંગે જેને કોઈ વાંધો હોય તેમણે આ નોટીસ પ્રસિદ્ધ થયાના દિન-૩૦ માં આ કચેરીએ લેખિત રજૂઆત કરવી. ત્યારબાદ આવેલ વાંધો ધ્યાને લેવામાં આવશે નહીં. bbox=[1294, 1603, 1577, 1725]
registration-dot-cyan bbox=[57, 2276, 67, 2286]
public-notice-strip-2 bbox=[32, 1551, 631, 1708]
registration-dot-yellow bbox=[698, 2276, 708, 2286]
tender-paragraph: The on-line tender will be available for bid preparation on Dt. 26.12.2025 to Dt. 05.01.2026. The completed tender in physical form will be not be uploaded till 17.00 hours on Dt. 05.01.2026 by Sr. Manager (Purchase), 3rd Floor, Admin Building, Amul Dairy, Anand 388 001, Gujarat, India. bbox=[1296, 2031, 1575, 2074]
edition-dateline: શુક્રવાર, તા. ૨૬ ડિસેમ્બર, ૨૦૨૫ (ખેડા- આણંદ જિલ્લા આવૃત્તિ) bbox=[804, 23, 1289, 44]
public-notice-far-right bbox=[1285, 1561, 1586, 1752]
registration-marks-bottom-center-left bbox=[665, 2276, 725, 2286]
article-truck-motorcycle bbox=[32, 563, 631, 909]
article-headline: જીઆઈડીસીની bbox=[1077, 1279, 1193, 1300]
article-body-text: ગોધરા શહેર નજીકની સીમતળની જમીનોમાં બિન ખેતીની મંજૂરી મેળવવા થયેલી અરજીઓની ચકાસણી દરમિયાન જૂના રેકર્ડમાં ચેકચાક થયાનું ધ્યાને આવ્યું હતું. આ અંગે ઉચ્ચ કક્ષાએ રજૂઆત થતા તપાસના આદેશ અપાયા હતા. ગોધરા શહેર નજીકની સીમતળની જમીનોમાં બિન ખેતીની મંજૂરી મેળવવા થયેલી અરજીઓની ચકાસણી દરમિયાન જૂના રેકર્ડમાં ચેકચાક થયાનું ધ્યાને આવ્યું હતું. આ અંગે ઉચ્ચ કક્ષાએ રજૂઆત થતા તપાસના આદેશ અપાયા હતા. ગોધરા શહેર નજીકની સીમતળની જમીનોમાં બિન ખેતીની મંજૂરી મેળવવા થયેલી અરજીઓની ચકાસણી દરમિયાન જૂના રેકર્ડમાં ચેકચાક થયાનું ધ્યાને આવ્યું હતું. આ અંગે ઉચ્ચ કક્ષાએ રજૂઆત થતા તપાસના આદેશ અપાયા હતા. bbox=[1285, 506, 1586, 679]
mahudha-event-photo bbox=[1366, 763, 1586, 926]
notice-title: જાહેર નોટીસ bbox=[1396, 1569, 1475, 1585]
amul-union-name: KAIRA DISTRICT CO-OPERATIVE MILK PRODUCERS' UNION LTD bbox=[1372, 1796, 1563, 1819]
